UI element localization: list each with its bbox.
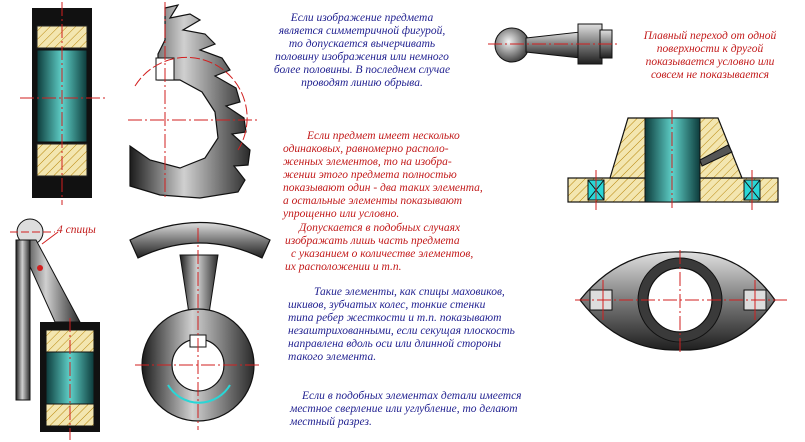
spokes-note <box>288 286 578 364</box>
smooth-line-3: показывается условно или <box>645 56 775 68</box>
t-spoke-wheel-drawing <box>130 223 270 431</box>
smooth-line-2: поверхности к другой <box>656 43 764 55</box>
spokes-line-6: такого элемента. <box>288 351 377 363</box>
local-line-3: местный разрез. <box>290 416 372 428</box>
partial-line-1: Допускается в подобных случаях <box>299 222 461 234</box>
symmetric-note <box>262 12 462 90</box>
ball-handle-drawing <box>488 24 620 64</box>
symmetric-line-2: является симметричной фигурой, <box>278 25 446 37</box>
boss-section-drawing <box>568 110 778 210</box>
local-line-2: местное сверление или углубление, то делают <box>290 403 518 415</box>
flange-plan-drawing <box>575 250 790 352</box>
local-section-note <box>290 390 590 429</box>
repeated-line-6: а остальные элементы показывают <box>283 195 463 207</box>
partial-view-note <box>285 222 535 274</box>
spokes-count-label <box>57 224 96 237</box>
symmetric-line-5: более половины. В последнем случае <box>273 64 451 76</box>
spokes-line-2: шкивов, зубчатых колес, тонкие стенки <box>288 299 486 311</box>
repeated-line-3: женных элементов, то на изобра- <box>283 156 452 168</box>
spoke-section-drawing <box>10 219 100 440</box>
repeated-line-7: упрощенно или условно. <box>283 208 400 220</box>
smooth-line-4: совсем не показывается <box>650 69 770 81</box>
repeated-line-4: жении этого предмета полностью <box>283 169 457 181</box>
spokes-line-3: типа ребер жесткости и т.п. показывают <box>288 312 502 324</box>
wheel-section-top <box>20 2 105 205</box>
local-line-1: Если в подобных элементах детали имеется <box>302 390 522 402</box>
repeated-line-5: показывают один - два таких элемента, <box>283 182 483 194</box>
symmetric-line-4: половину изображения или немного <box>275 51 449 63</box>
repeated-line-2: одинаковых, равномерно располо- <box>283 143 449 155</box>
spokes-line-1: Такие элементы, как спицы маховиков, <box>314 286 505 298</box>
spokes-line-4: незаштрихованными, если секущая плоскость <box>288 325 515 337</box>
partial-line-3: с указанием о количестве элементов, <box>291 248 474 260</box>
partial-line-2: изображать лишь часть предмета <box>285 235 460 247</box>
repeated-elements-note <box>283 130 533 221</box>
repeated-line-1: Если предмет имеет несколько <box>307 130 460 142</box>
smooth-line-1: Плавный переход от одной <box>643 30 777 42</box>
spokes-line-5: направлена вдоль оси или длинной стороны <box>288 338 501 350</box>
smooth-transition-note <box>620 30 800 82</box>
half-gear-drawing <box>128 2 260 200</box>
symmetric-line-3: то допускается вычерчивать <box>288 38 436 50</box>
symmetric-line-6: проводят линию обрыва. <box>301 77 423 89</box>
partial-line-4: их расположении и т.п. <box>285 261 402 273</box>
symmetric-line-1: Если изображение предмета <box>290 12 434 24</box>
spokes-count-text: 4 спицы <box>57 224 96 236</box>
